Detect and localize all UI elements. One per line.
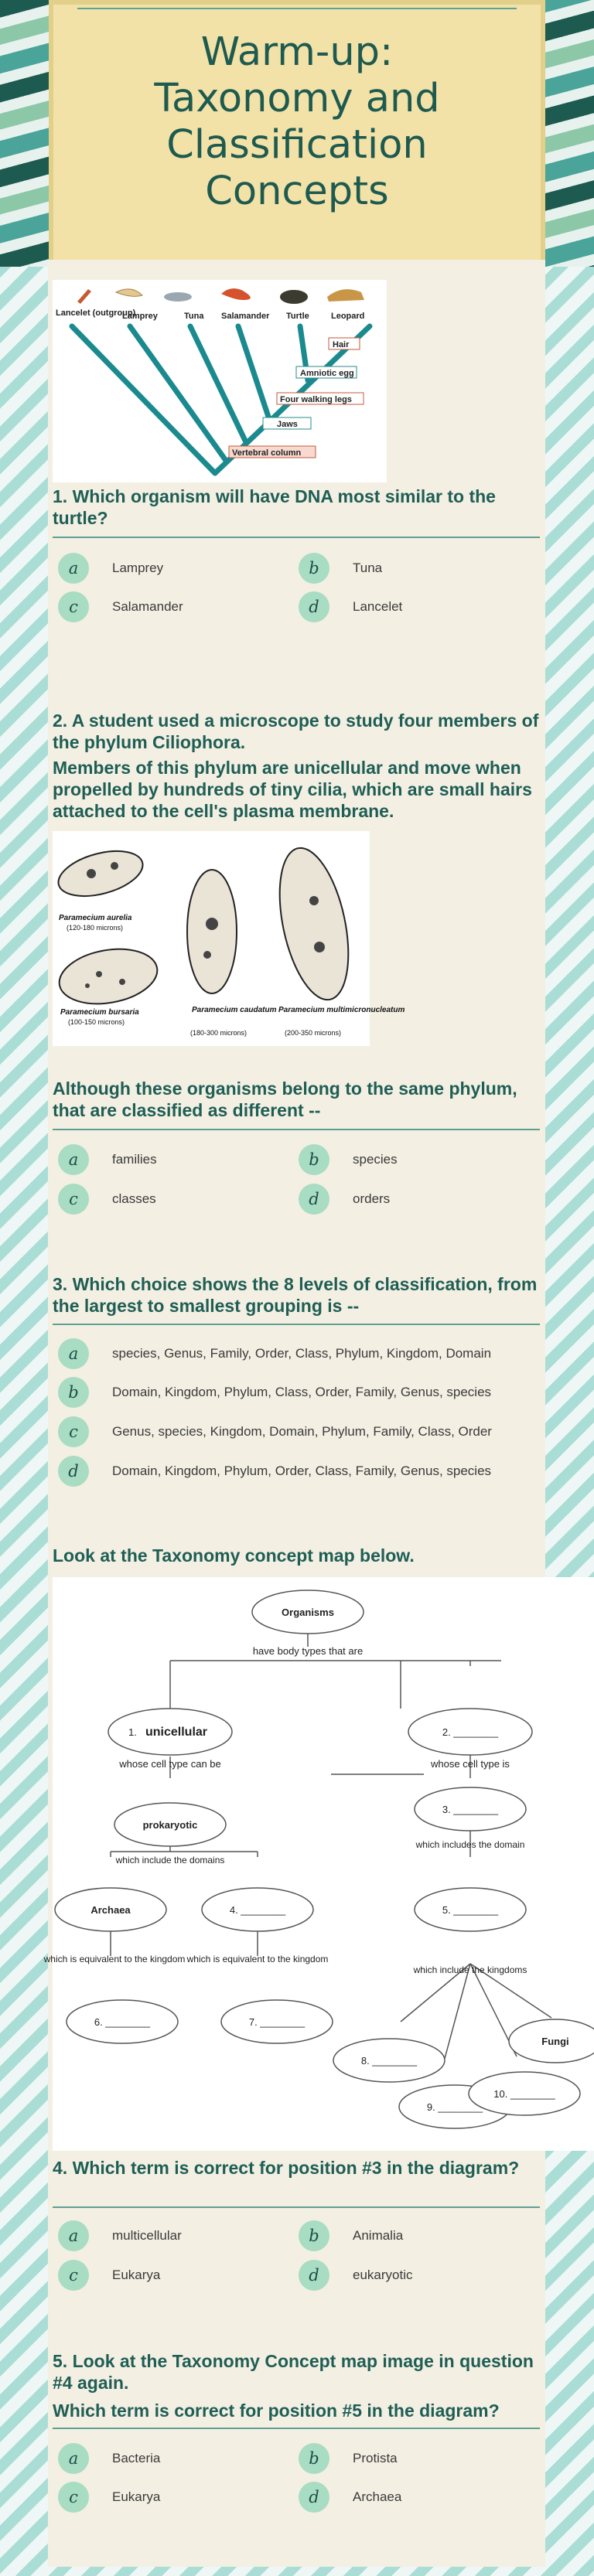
species-size-label: (200-350 microns) — [285, 1029, 342, 1037]
question-divider — [53, 1129, 540, 1130]
trait-label: Hair — [333, 340, 350, 349]
answer-option-a[interactable] — [58, 553, 163, 584]
page-title — [49, 29, 545, 215]
answer-option-b[interactable] — [299, 553, 382, 584]
option-text: species, Genus, Family, Order, Class, Phylum, Kingdom, Domain — [112, 1346, 492, 1361]
paramecium-image — [53, 831, 405, 1046]
concept-link-label: which includes the domain — [415, 1839, 525, 1850]
option-text: Eukarya — [112, 2489, 161, 2504]
species-name-label: Paramecium caudatum — [192, 1006, 277, 1014]
answer-option-d[interactable] — [299, 591, 402, 622]
option-text: Genus, species, Kingdom, Domain, Phylum, Family, Class, Order — [112, 1424, 492, 1439]
title-line: Warm-up: — [200, 29, 394, 75]
organism-label: Lamprey — [122, 312, 158, 321]
option-letter-badge: d — [58, 1456, 89, 1487]
option-text: Protista — [353, 2451, 398, 2465]
option-letter-badge: b — [299, 2443, 329, 2474]
option-text: Domain, Kingdom, Phylum, Order, Class, Family, Genus, species — [112, 1463, 492, 1478]
option-letter-badge: a — [58, 553, 89, 584]
option-letter-badge: a — [58, 2443, 89, 2474]
organism-label: Leopard — [331, 312, 365, 321]
answer-option-a[interactable] — [58, 2220, 182, 2251]
concept-node-fungi: Fungi — [541, 2036, 569, 2047]
question-1: 1. Which organism will have DNA most similar to the turtle? — [53, 486, 496, 528]
concept-node-6: 6. ________ — [94, 2016, 151, 2028]
option-letter-badge: a — [58, 1144, 89, 1175]
question-3: 3. Which choice shows the 8 levels of classification, from the largest to smallest grouping is -- — [53, 1274, 538, 1316]
option-text: species — [353, 1152, 398, 1167]
species-size-label: (120-180 microns) — [67, 924, 124, 932]
answer-option-b[interactable] — [58, 1377, 491, 1408]
question-divider — [53, 1324, 540, 1325]
option-text: Animalia — [353, 2228, 404, 2243]
cladogram-image — [53, 280, 387, 482]
concept-link-label: which include the kingdoms — [413, 1964, 527, 1975]
species-name-label: Paramecium bursaria — [60, 1008, 139, 1017]
concept-node-2: 2. ________ — [442, 1726, 499, 1738]
concept-node-prokaryotic: prokaryotic — [142, 1819, 198, 1831]
concept-link-label: which is equivalent to the kingdom — [43, 1954, 186, 1964]
title-line: Taxonomy and — [154, 76, 440, 121]
option-letter-badge: b — [299, 1144, 329, 1175]
option-letter-badge: d — [299, 2260, 329, 2291]
answer-option-c[interactable] — [58, 2260, 160, 2291]
option-text: Eukarya — [112, 2268, 161, 2282]
title-line: Concepts — [205, 169, 389, 214]
concept-node-7: 7. ________ — [248, 2016, 306, 2028]
species-size-label: (100-150 microns) — [68, 1018, 125, 1026]
question-5-prompt: Which term is correct for position #5 in the diagram? — [53, 2401, 500, 2421]
question-2: 2. A student used a microscope to study four members of the phylum Ciliophora. — [53, 710, 539, 752]
option-letter-badge: d — [299, 2482, 329, 2513]
header-rule — [77, 8, 517, 9]
concept-link-label: whose cell type can be — [119, 1758, 221, 1770]
answer-option-c[interactable] — [58, 2482, 160, 2513]
option-letter-badge: b — [299, 553, 329, 584]
option-letter-badge: c — [58, 2482, 89, 2513]
option-text: Lamprey — [112, 561, 164, 575]
organism-label: Lancelet (outgroup) — [56, 308, 136, 318]
question-divider — [53, 537, 540, 538]
concept-link-label: which is equivalent to the kingdom — [186, 1954, 329, 1964]
concept-node-9: 9. ________ — [426, 2101, 483, 2113]
answer-option-b[interactable] — [299, 2220, 403, 2251]
option-text: Bacteria — [112, 2451, 161, 2465]
concept-node-1-number: 1. — [128, 1726, 137, 1738]
option-text: Tuna — [353, 561, 383, 575]
question-5: 5. Look at the Taxonomy Concept map image in question #4 again. — [53, 2351, 534, 2393]
species-name-label: Paramecium aurelia — [59, 914, 132, 922]
option-letter-badge: b — [58, 1377, 89, 1408]
option-letter-badge: c — [58, 1184, 89, 1215]
question-2-passage: Members of this phylum are unicellular and move when propelled by hundreds of tiny cilia, which are small hairs attached to the cell's plasma membrane. — [53, 758, 532, 821]
option-letter-badge: b — [299, 2220, 329, 2251]
trait-label: Jaws — [277, 420, 298, 429]
option-text: multicellular — [112, 2228, 182, 2243]
option-text: orders — [353, 1191, 391, 1206]
option-text: Archaea — [353, 2489, 402, 2504]
taxonomy-concept-map — [43, 1577, 594, 2151]
concept-node-10: 10. ________ — [493, 2088, 555, 2100]
option-text: Lancelet — [353, 599, 403, 614]
organism-label: Turtle — [286, 312, 309, 321]
option-letter-badge: a — [58, 1338, 89, 1369]
title-line: Classification — [166, 122, 428, 168]
concept-link-label: which include the domains — [115, 1855, 225, 1866]
concept-node-5: 5. ________ — [442, 1904, 499, 1916]
option-text: eukaryotic — [353, 2268, 413, 2282]
concept-link-label: have body types that are — [252, 1645, 364, 1657]
species-name-label: Paramecium multimicronucleatum — [278, 1006, 405, 1014]
trait-label: Vertebral column — [232, 448, 302, 458]
option-letter-badge: c — [58, 1416, 89, 1447]
trait-label: Amniotic egg — [300, 369, 354, 378]
concept-node-4: 4. ________ — [229, 1904, 286, 1916]
concept-link-label: whose cell type is — [431, 1758, 510, 1770]
option-text: families — [112, 1152, 157, 1167]
question-divider — [53, 2428, 540, 2429]
option-text: Domain, Kingdom, Phylum, Class, Order, Family, Genus, species — [112, 1385, 492, 1399]
concept-node-8: 8. ________ — [360, 2055, 418, 2067]
concept-node-3: 3. ________ — [442, 1804, 499, 1815]
question-divider — [53, 2206, 540, 2208]
answer-option-b[interactable] — [299, 1144, 398, 1175]
concept-node-organisms: Organisms — [282, 1607, 334, 1618]
option-letter-badge: c — [58, 591, 89, 622]
answer-option-d[interactable] — [299, 2482, 401, 2513]
question-2-prompt: Although these organisms belong to the same phylum, that are classified as different -- — [53, 1078, 517, 1120]
trait-label: Four walking legs — [280, 395, 352, 404]
concept-map-intro: Look at the Taxonomy concept map below. — [53, 1545, 415, 1566]
species-size-label: (180-300 microns) — [190, 1029, 248, 1037]
answer-option-c[interactable] — [58, 1184, 156, 1215]
answer-option-d[interactable] — [58, 1456, 491, 1487]
option-text: Salamander — [112, 599, 183, 614]
answer-option-c[interactable] — [58, 1416, 492, 1447]
concept-node-unicellular: unicellular — [145, 1726, 208, 1739]
organism-label: Salamander — [221, 312, 270, 321]
organism-label: Tuna — [184, 312, 204, 321]
answer-option-b[interactable] — [299, 2443, 398, 2474]
option-letter-badge: d — [299, 1184, 329, 1215]
question-4: 4. Which term is correct for position #3 in the diagram? — [53, 2158, 520, 2178]
answer-option-d[interactable] — [299, 1184, 390, 1215]
header-banner — [0, 0, 594, 267]
option-text: classes — [112, 1191, 156, 1206]
answer-option-d[interactable] — [299, 2260, 412, 2291]
answer-option-a[interactable] — [58, 1338, 491, 1369]
option-letter-badge: a — [58, 2220, 89, 2251]
answer-option-c[interactable] — [58, 591, 183, 622]
answer-option-a[interactable] — [58, 1144, 157, 1175]
answer-option-a[interactable] — [58, 2443, 160, 2474]
option-letter-badge: d — [299, 591, 329, 622]
concept-node-archaea: Archaea — [90, 1904, 131, 1916]
option-letter-badge: c — [58, 2260, 89, 2291]
